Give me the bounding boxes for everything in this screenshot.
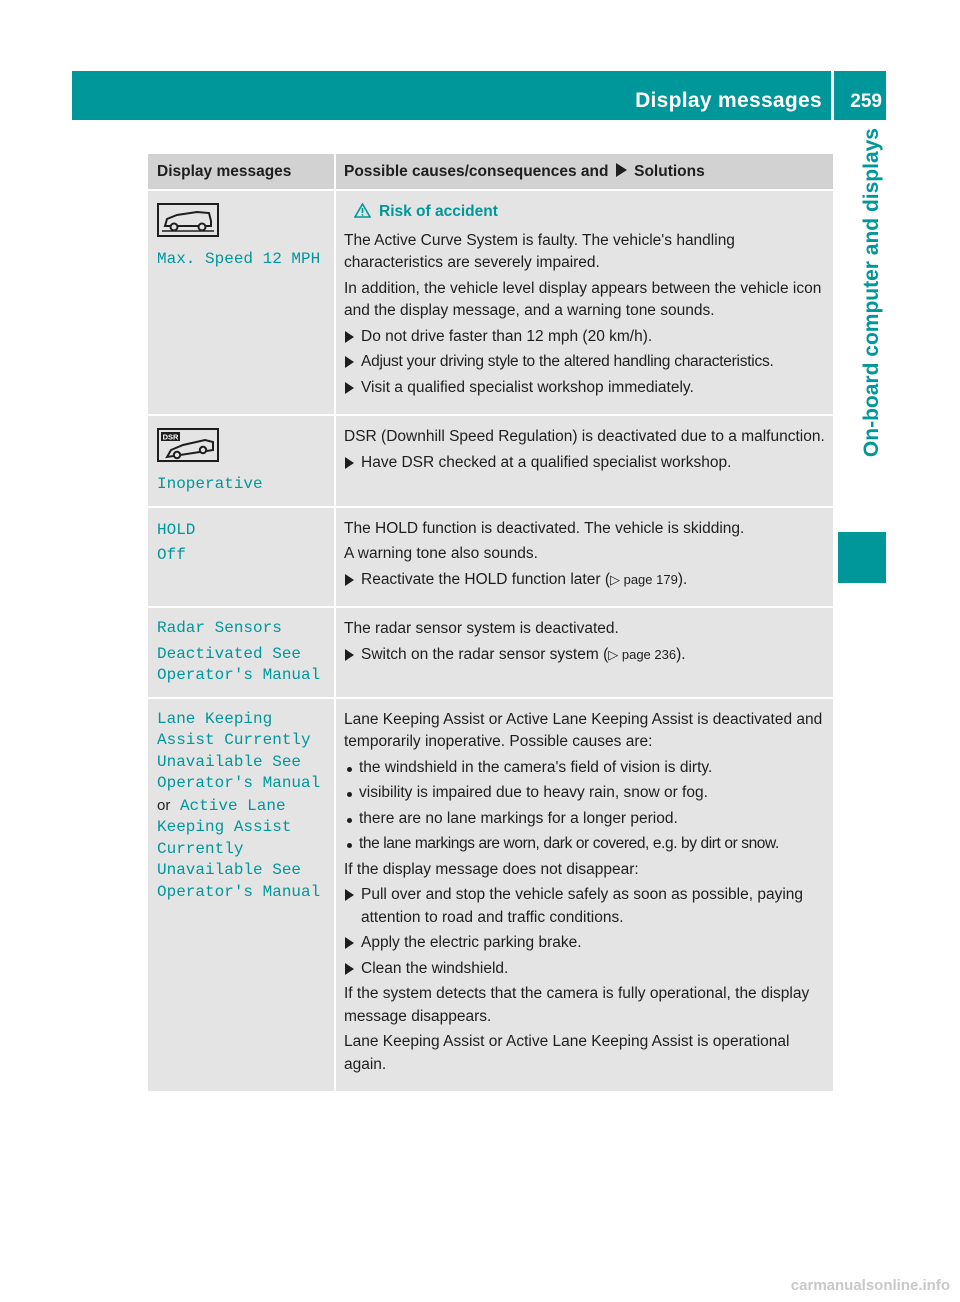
page-reference-link[interactable]: ▷ page 236 xyxy=(608,646,677,662)
message-cell xyxy=(148,415,335,507)
table-row xyxy=(148,190,833,415)
solution-step xyxy=(344,452,827,475)
step-arrow-icon xyxy=(345,331,354,343)
table-row xyxy=(148,415,833,507)
bullet-text: visibility is impaired due to heavy rain, snow or fog. xyxy=(359,784,708,801)
bullet-icon xyxy=(347,818,352,823)
display-message: Deactivated See xyxy=(157,644,302,663)
cause-text: If the display message does not disappear: xyxy=(344,860,639,878)
table-row xyxy=(148,507,833,608)
cause-text: The radar sensor system is deactivated. xyxy=(344,620,619,637)
step-text: Switch on the radar sensor system ( xyxy=(361,645,609,663)
cause-text: The Active Curve System is faulty. The vehicle's handling characteristics are severely impaired. xyxy=(344,231,735,271)
display-message: Operator's Manual xyxy=(157,774,321,792)
step-arrow-icon xyxy=(345,356,354,368)
step-arrow-icon xyxy=(345,574,354,586)
bullet-text: the windshield in the camera's field of vision is dirty. xyxy=(359,758,713,776)
dsr-icon xyxy=(157,428,219,462)
side-tab-marker xyxy=(838,532,886,583)
cause-text: The HOLD function is deactivated. The vehicle is skidding. xyxy=(344,519,745,537)
step-arrow-icon xyxy=(345,889,354,901)
solution-step xyxy=(344,351,827,374)
footer-watermark: carmanualsonline.info xyxy=(790,1277,950,1294)
page-header-title: Display messages xyxy=(635,89,822,112)
column-header-causes: Possible causes/consequences and xyxy=(344,162,609,180)
side-tab-label: On-board computer and displays xyxy=(860,128,883,458)
bullet-icon xyxy=(347,767,352,772)
cause-text: Lane Keeping Assist or Active Lane Keeping Assist is operational again. xyxy=(344,1033,790,1073)
column-header-solutions xyxy=(335,154,833,190)
cause-text: In addition, the vehicle level display appears between the vehicle icon and the display message, and a warning tone sounds. xyxy=(344,279,822,319)
cause-bullet xyxy=(344,757,827,780)
page-number: 259 xyxy=(850,91,882,112)
message-cell xyxy=(148,607,335,698)
display-messages-table xyxy=(148,154,833,1093)
solution-cell xyxy=(335,698,833,1093)
cause-bullet xyxy=(344,808,827,831)
dsr-icon-label: DSR xyxy=(162,432,179,442)
display-message: Active Lane xyxy=(179,796,286,815)
solution-step xyxy=(344,932,827,955)
display-message: Operator's Manual xyxy=(157,666,321,684)
step-text: Visit a qualified specialist workshop immediately. xyxy=(361,378,694,396)
arrow-icon xyxy=(615,163,627,177)
warning-triangle-icon xyxy=(354,203,371,218)
step-text: Clean the windshield. xyxy=(361,959,509,977)
column-header-solutions-label: Solutions xyxy=(634,162,705,180)
display-message: Currently xyxy=(157,839,244,858)
step-text: Pull over and stop the vehicle safely as soon as possible, paying attention to road and traffic conditions. xyxy=(361,886,804,926)
step-arrow-icon xyxy=(345,457,354,469)
display-message: Lane Keeping xyxy=(157,709,273,728)
cause-text: Lane Keeping Assist or Active Lane Keeping Assist is deactivated and temporarily inoperative. Possible causes are: xyxy=(344,710,823,750)
step-text: Apply the electric parking brake. xyxy=(361,934,582,951)
solution-step xyxy=(344,958,827,981)
display-message: Assist Currently xyxy=(157,731,311,749)
cause-bullet xyxy=(344,833,827,856)
header-separator xyxy=(831,71,834,120)
solution-cell xyxy=(335,607,833,698)
warning-label: Risk of accident xyxy=(379,203,498,220)
step-text: Do not drive faster than 12 mph (20 km/h). xyxy=(361,327,653,345)
display-message: HOLD xyxy=(157,520,196,539)
cause-text: If the system detects that the camera is fully operational, the display message disappears. xyxy=(344,985,810,1025)
table-header-row xyxy=(148,154,833,190)
display-message: Operator's Manual xyxy=(157,882,321,901)
vehicle-level-icon xyxy=(157,203,219,237)
display-message: Unavailable See xyxy=(157,752,302,771)
solution-step xyxy=(344,569,827,592)
step-arrow-icon xyxy=(345,963,354,975)
display-message: Inoperative xyxy=(157,475,263,493)
step-text-end: ). xyxy=(677,570,688,588)
step-text-end: ). xyxy=(676,645,686,663)
or-word: or xyxy=(157,796,171,814)
message-cell xyxy=(148,698,335,1093)
cause-text: DSR (Downhill Speed Regulation) is deactivated due to a malfunction. xyxy=(344,428,825,445)
table-row xyxy=(148,607,833,698)
display-message: Radar Sensors xyxy=(157,619,282,637)
warning-heading xyxy=(344,201,827,224)
display-message: Max. Speed 12 MPH xyxy=(157,250,321,268)
page-header-bar xyxy=(72,71,886,120)
bullet-text: the lane markings are worn, dark or covered, e.g. by dirt or snow. xyxy=(359,835,779,852)
step-text: Adjust your driving style to the altered handling characteristics. xyxy=(361,353,774,370)
page-reference-link[interactable]: ▷ page 179 xyxy=(609,571,678,587)
cause-bullet xyxy=(344,782,827,805)
table-row xyxy=(148,698,833,1093)
step-arrow-icon xyxy=(345,649,354,661)
column-header-messages: Display messages xyxy=(148,154,335,190)
bullet-text: there are no lane markings for a longer period. xyxy=(359,809,678,827)
message-cell xyxy=(148,507,335,608)
step-arrow-icon xyxy=(345,382,354,394)
bullet-icon xyxy=(347,792,352,797)
solution-step xyxy=(344,377,827,400)
side-tab xyxy=(838,128,886,583)
solution-cell xyxy=(335,415,833,507)
cause-text: A warning tone also sounds. xyxy=(344,545,538,562)
display-message: Unavailable See xyxy=(157,861,302,879)
display-message: Keeping Assist xyxy=(157,818,292,836)
solution-step xyxy=(344,884,827,929)
step-arrow-icon xyxy=(345,937,354,949)
solution-cell xyxy=(335,190,833,415)
step-text: Reactivate the HOLD function later ( xyxy=(361,570,610,588)
bullet-icon xyxy=(347,843,352,848)
display-message: Off xyxy=(157,545,186,564)
step-text: Have DSR checked at a qualified specialist workshop. xyxy=(361,453,732,471)
message-cell xyxy=(148,190,335,415)
solution-step xyxy=(344,326,827,349)
solution-cell xyxy=(335,507,833,608)
solution-step xyxy=(344,644,827,667)
